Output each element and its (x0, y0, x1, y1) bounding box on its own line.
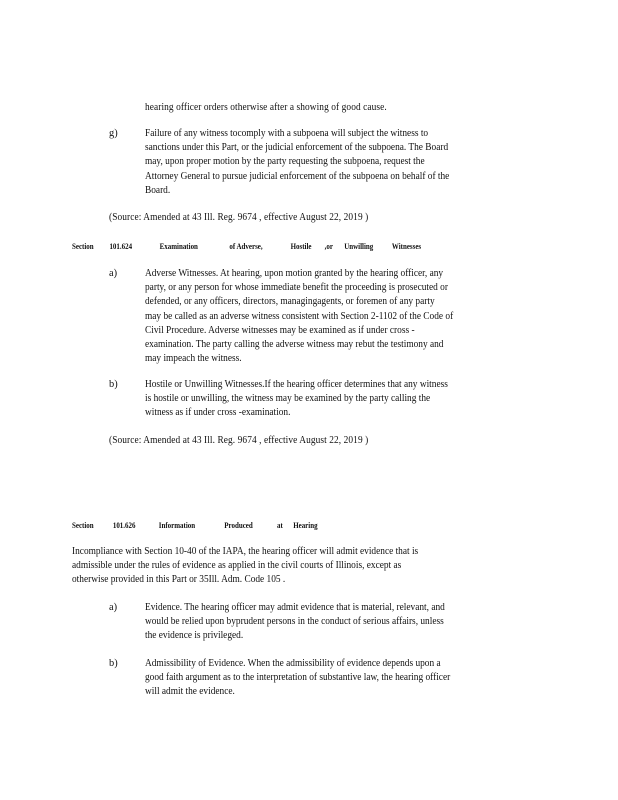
item-b-marker: b) (109, 379, 118, 390)
paragraph-line: would be relied upon byprudent persons in the conduct of serious affairs, unless (145, 616, 444, 628)
paragraph-line: may be called as an adverse witness consistent with Section 2-1102 of the Code of (145, 310, 454, 322)
heading-part: Examination (159, 242, 198, 251)
paragraph-line: may impeach the witness. (145, 353, 242, 365)
paragraph-line: admissible under the rules of evidence as applied in the civil courts of Illinois, except as (72, 560, 402, 572)
paragraph-line: defended, or any officers, directors, managingagents, or foremen of any party (145, 296, 435, 308)
heading-part: Hostile (290, 242, 312, 251)
paragraph-line: will admit the evidence. (145, 686, 235, 698)
section-626-intro (72, 545, 457, 588)
heading-part: Unwilling (344, 242, 374, 251)
item-a-marker: a) (109, 268, 118, 279)
heading-part: 101.626 (112, 521, 136, 530)
heading-part: Information (158, 521, 196, 530)
heading-part: Section (72, 242, 94, 251)
item-b-marker: b) (109, 658, 118, 669)
paragraph-line: party, or any person for whose immediate benefit the proceeding is prosecuted or (145, 282, 448, 294)
continuation-text: hearing officer orders otherwise after a showing of good cause. (145, 102, 387, 113)
item-g-line: may, upon proper motion by the party requesting the subpoena, request the (145, 156, 425, 168)
section-heading-624 (72, 242, 421, 251)
item-g-line: sanctions under this Part, or the judicial enforcement of the subpoena. The Board (145, 142, 449, 154)
heading-part: ,or (324, 242, 333, 251)
heading-part: of Adverse, (229, 242, 263, 251)
paragraph-line: Incompliance with Section 10-40 of the IAPA, the hearing officer will admit evidence that is (72, 546, 419, 557)
heading-part: Section (72, 521, 94, 530)
paragraph-line: good faith argument as to the interpretation of substantive law, the hearing officer (145, 672, 451, 684)
item-g-marker: g) (109, 128, 118, 139)
heading-part: Witnesses (391, 242, 422, 251)
source-note: (Source: Amended at 43 Ill. Reg. 9674 , effective August 22, 2019 ) (109, 435, 369, 446)
hostile-witnesses-text (145, 378, 482, 421)
item-g-text (145, 127, 483, 198)
heading-part: 101.624 (109, 242, 133, 251)
item-g-line: Failure of any witness tocomply with a subpoena will subject the witness to (145, 128, 429, 139)
item-g-line: Board. (145, 184, 171, 196)
admissibility-text (145, 657, 484, 700)
section-heading-626 (72, 521, 318, 530)
paragraph-line: witness as if under cross -examination. (145, 407, 291, 419)
source-note: (Source: Amended at 43 Ill. Reg. 9674 , effective August 22, 2019 ) (109, 212, 369, 223)
paragraph-line: is hostile or unwilling, the witness may be examined by the party calling the (145, 393, 431, 405)
paragraph-line: Hostile or Unwilling Witnesses.If the hearing officer determines that any witness (145, 379, 448, 390)
paragraph-line: Adverse Witnesses. At hearing, upon motion granted by the hearing officer, any (145, 268, 444, 279)
heading-part: Hearing (293, 521, 318, 530)
adverse-witnesses-text (145, 267, 487, 366)
evidence-text (145, 601, 478, 644)
item-g-line: Attorney General to pursue judicial enforcement of the subpoena on behalf of the (145, 170, 450, 182)
paragraph-line: Civil Procedure. Adverse witnesses may be examined as if under cross - (145, 324, 415, 336)
paragraph-line: otherwise provided in this Part or 35Ill. Adm. Code 105 . (72, 574, 286, 586)
paragraph-line: Admissibility of Evidence. When the admissibility of evidence depends upon a (145, 658, 441, 669)
paragraph-line: examination. The party calling the adverse witness may rebut the testimony and (145, 339, 444, 351)
heading-part: at (277, 521, 283, 530)
paragraph-line: the evidence is privileged. (145, 630, 244, 642)
paragraph-line: Evidence. The hearing officer may admit evidence that is material, relevant, and (145, 602, 445, 613)
heading-part: Produced (224, 521, 253, 530)
item-a-marker: a) (109, 602, 118, 613)
